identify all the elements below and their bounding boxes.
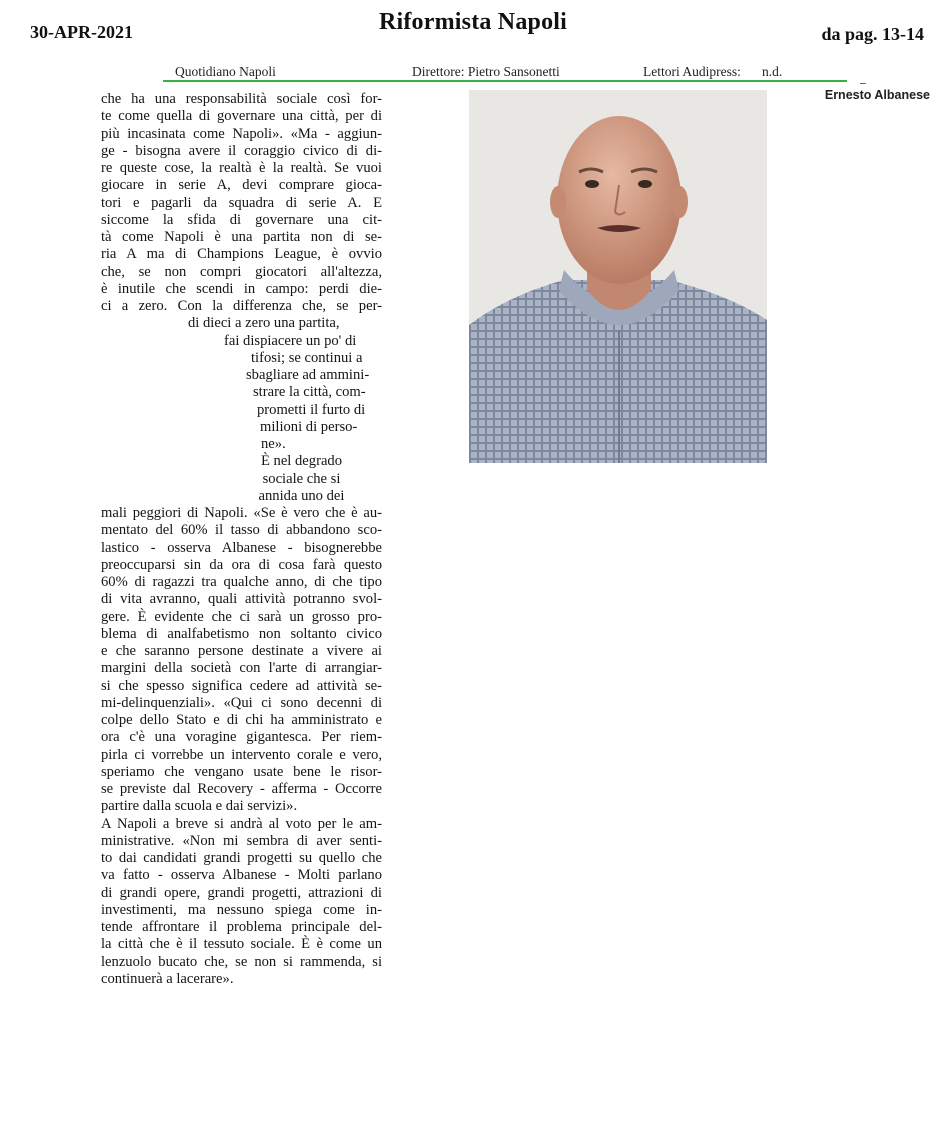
article-line: e che saranno persone destinate a vivere ai <box>101 643 382 659</box>
article-line: lastico - osserva Albanese - bisognerebbe <box>101 539 382 556</box>
portrait-photo <box>469 90 767 463</box>
article-line: ministrative. «Non mi sembra di aver senti- <box>101 832 382 849</box>
article-line: che, se non compri giocatori all'altezza, <box>101 263 382 280</box>
article-line: sociale che si <box>262 470 341 487</box>
article-line: tende affrontare il problema principale del- <box>101 919 382 935</box>
article-line: prometti il furto di <box>257 401 366 418</box>
article-date: 30-APR-2021 <box>30 22 133 42</box>
article-line: colpe dello Stato e di chi ha amministrato e <box>101 712 382 728</box>
article-line: sbagliare ad ammini- <box>246 367 370 383</box>
article-line: tori e pagarli da squadra di serie A. E <box>101 194 382 211</box>
article-line: fai dispiacere un po' di <box>224 332 357 349</box>
article-line: ge - bisogna avere il coraggio civico di di- <box>101 142 382 159</box>
header-rule <box>163 80 847 82</box>
article-line: la città che è il tessuto sociale. È è come un <box>101 936 382 953</box>
article-body <box>101 91 382 988</box>
article-line: che ha una responsabilità sociale così for- <box>101 91 382 107</box>
article-line: mentato del 60% il tasso di abbandono sco- <box>101 522 382 539</box>
article-line: tifosi; se continui a <box>251 349 363 366</box>
publication-title: Riformista Napoli <box>378 9 568 35</box>
article-line: 60% di ragazzi tra qualche anno, di che tipo <box>101 574 382 590</box>
article-line: È nel degrado <box>260 453 343 470</box>
article-line: blema di analfabetismo non soltanto civico <box>101 625 382 642</box>
article-line: è inutile che scendi in campo: perdi die- <box>101 280 382 297</box>
article-line: ria A ma di Champions League, è ovvio <box>101 246 382 263</box>
article-line: ci a zero. Con la differenza che, se per- <box>101 298 382 314</box>
page-reference: da pag. 13-14 <box>821 24 924 44</box>
article-line: di grandi opere, grandi progetti, attrazioni di <box>101 884 382 901</box>
article-line: gere. È evidente che ci sarà un grosso pro- <box>101 608 382 625</box>
article-line: speriamo che vengano usate bene le risor- <box>101 763 382 780</box>
readers-value: n.d. <box>762 64 783 79</box>
article-line: se previste dal Recovery - afferma - Occorre <box>101 781 382 797</box>
readers-label: Lettori Audipress: <box>643 64 741 79</box>
paper-type: Quotidiano Napoli <box>175 64 276 79</box>
article-line: te come quella di governare una città, per di <box>101 108 382 125</box>
article-line: siccome la sfida di governare una cit- <box>101 211 382 228</box>
article-line: giocare in serie A, devi comprare gioca- <box>101 177 382 194</box>
article-line: tà come Napoli è una partita non di se- <box>101 229 382 245</box>
article-line: mi-delinquenziali». «Qui ci sono decenni di <box>101 694 382 711</box>
article-line: continuerà a lacerare». <box>101 970 234 987</box>
article-line: partire dalla scuola e dai servizi». <box>101 798 298 815</box>
article-line: preoccuparsi sin da ora di cosa farà questo <box>101 556 382 573</box>
article-line: di dieci a zero una partita, <box>188 315 340 332</box>
article-line: lenzuolo bucato che, se non si rammenda, si <box>101 953 382 970</box>
photo-caption: Ernesto Albanese <box>824 88 930 102</box>
director-credit: Direttore: Pietro Sansonetti <box>412 64 560 79</box>
article-line: ne». <box>261 436 286 452</box>
article-line: mali peggiori di Napoli. «Se è vero che è au- <box>101 505 382 521</box>
article-line: annida uno dei <box>258 487 345 504</box>
article-line: margini della società con l'arte di arrangiar- <box>101 660 382 677</box>
article-line: A Napoli a breve si andrà al voto per le am- <box>101 815 382 832</box>
article-line: strare la città, com- <box>253 384 366 401</box>
article-line: ora c'è una voragine gigantesca. Per riem- <box>101 729 382 746</box>
article-line: milioni di perso- <box>260 418 358 435</box>
article-line: investimenti, ma nessuno spiega come in- <box>101 901 382 918</box>
header-tick <box>860 83 866 84</box>
article-line: pirla ci vorrebbe un intervento corale e vero, <box>101 746 382 763</box>
article-line: re queste cose, la realtà è la realtà. Se vuoi <box>101 160 382 176</box>
article-line: di vita avranno, quali attività potranno svol- <box>101 591 382 608</box>
article-line: to dai candidati grandi progetti su quello che <box>101 850 382 866</box>
article-line: più incasinata come Napoli». «Ma - aggiun- <box>101 125 382 142</box>
article-line: va fatto - osserva Albanese - Molti parlano <box>101 867 382 884</box>
article-line: si che spesso significa cedere ad attività se- <box>101 677 382 694</box>
